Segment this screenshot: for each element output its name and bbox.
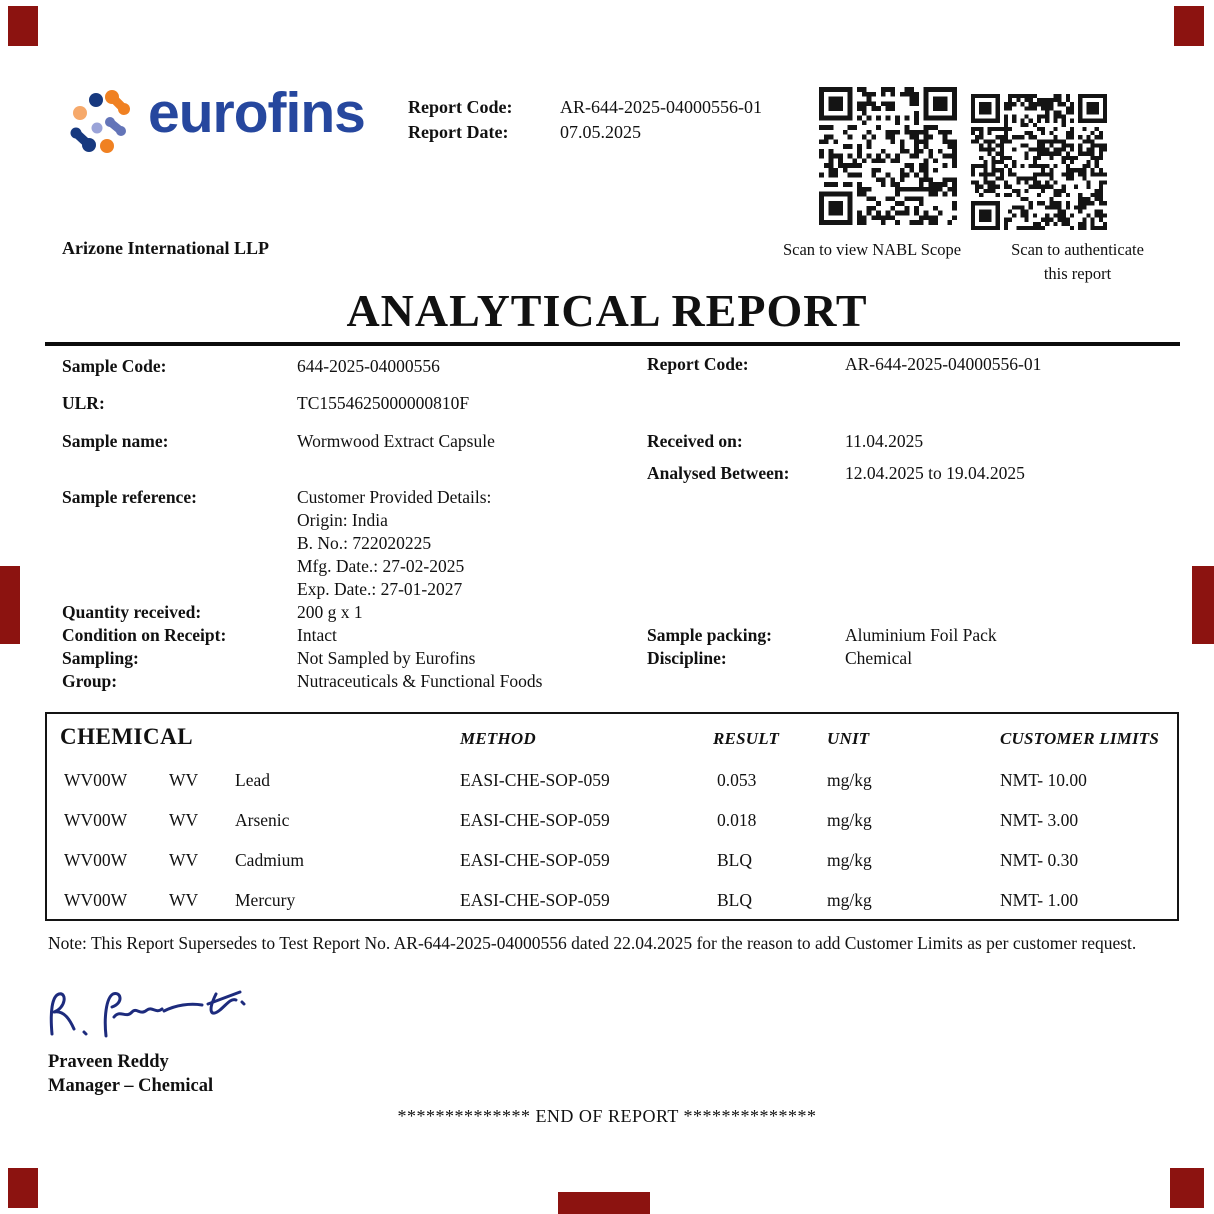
authenticate-qr-code xyxy=(971,92,1107,232)
ulr-value: TC1554625000000810F xyxy=(297,393,470,413)
report-date-label: Report Date: xyxy=(408,122,509,142)
cell-unit: mg/kg xyxy=(827,810,872,830)
group-label: Group: xyxy=(62,671,118,691)
quantity-received-value: 200 g x 1 xyxy=(297,602,363,622)
report-code-row xyxy=(408,97,762,118)
report-code-label: Report Code: xyxy=(408,97,513,117)
sample-packing-value: Aluminium Foil Pack xyxy=(845,625,997,645)
nabl-scope-qr-caption: Scan to view NABL Scope xyxy=(782,240,962,259)
cell-parameter: Mercury xyxy=(235,890,296,910)
results-table xyxy=(45,712,1179,921)
sample-name-label: Sample name: xyxy=(62,431,169,451)
edge-mark-bottom-right xyxy=(1170,1168,1204,1208)
edge-mark-bottom-left xyxy=(8,1168,38,1208)
sample-reference-line: B. No.: 722020225 xyxy=(297,533,432,553)
sample-reference-line: Customer Provided Details: xyxy=(297,487,492,507)
edge-mark-top-right xyxy=(1174,6,1204,46)
sample-name-value: Wormwood Extract Capsule xyxy=(297,431,495,451)
cell-parameter: Arsenic xyxy=(235,810,290,830)
cell-code: WV00W xyxy=(64,850,128,870)
cell-code: WV00W xyxy=(64,770,128,790)
cell-method: EASI-CHE-SOP-059 xyxy=(460,770,610,790)
received-on-label: Received on: xyxy=(647,431,743,451)
sample-code-label: Sample Code: xyxy=(62,356,167,376)
cell-subcode: WV xyxy=(169,770,199,790)
authenticate-qr-caption-line1: Scan to authenticate xyxy=(1011,240,1144,259)
report-code-value: AR-644-2025-04000556-01 xyxy=(560,97,762,117)
signatory-designation: Manager – Chemical xyxy=(48,1076,214,1096)
column-header-result: RESULT xyxy=(713,729,780,748)
table-row xyxy=(47,890,1177,914)
cell-method: EASI-CHE-SOP-059 xyxy=(460,810,610,830)
cell-unit: mg/kg xyxy=(827,890,872,910)
cell-unit: mg/kg xyxy=(827,770,872,790)
cell-unit: mg/kg xyxy=(827,850,872,870)
cell-parameter: Lead xyxy=(235,770,270,790)
sample-reference-line: Exp. Date.: 27-01-2027 xyxy=(297,579,463,599)
sample-reference-line: Origin: India xyxy=(297,510,388,530)
results-table-section-title: CHEMICAL xyxy=(60,724,194,749)
report-code-2-value: AR-644-2025-04000556-01 xyxy=(845,354,1042,374)
edge-mark-bottom-center xyxy=(558,1192,650,1214)
cell-result: BLQ xyxy=(717,850,752,870)
sample-packing-label: Sample packing: xyxy=(647,625,772,645)
cell-result: 0.053 xyxy=(717,770,757,790)
end-of-report-text: ************** END OF REPORT ************** xyxy=(397,1106,817,1126)
page-title: ANALYTICAL REPORT xyxy=(346,285,868,336)
cell-code: WV00W xyxy=(64,890,128,910)
sample-reference-value xyxy=(297,486,491,601)
sample-code-value: 644-2025-04000556 xyxy=(297,356,440,376)
signatory-name: Praveen Reddy xyxy=(48,1052,169,1072)
company-name: Arizone International LLP xyxy=(62,238,269,258)
cell-parameter: Cadmium xyxy=(235,850,305,870)
signature-handwriting xyxy=(40,982,250,1048)
table-row xyxy=(47,850,1177,874)
column-header-method: METHOD xyxy=(460,729,536,748)
analysed-between-value: 12.04.2025 to 19.04.2025 xyxy=(845,463,1025,483)
cell-limit: NMT- 0.30 xyxy=(1000,850,1079,870)
cell-limit: NMT- 1.00 xyxy=(1000,890,1079,910)
report-date-row xyxy=(408,122,762,143)
nabl-scope-qr-code xyxy=(819,86,957,226)
cell-subcode: WV xyxy=(169,850,199,870)
sample-reference-label: Sample reference: xyxy=(62,487,197,507)
quantity-received-label: Quantity received: xyxy=(62,602,202,622)
report-code-2-label: Report Code: xyxy=(647,354,749,374)
note-text: Note: This Report Supersedes to Test Report No. AR-644-2025-04000556 dated 22.04.2025 for the reason to add Customer Limits as per customer request. xyxy=(48,933,1137,953)
cell-limit: NMT- 10.00 xyxy=(1000,770,1087,790)
condition-on-receipt-value: Intact xyxy=(297,625,337,645)
column-header-unit: UNIT xyxy=(827,729,870,748)
edge-mark-mid-left xyxy=(0,566,20,644)
cell-result: BLQ xyxy=(717,890,752,910)
column-header-customer-limits: CUSTOMER LIMITS xyxy=(1000,729,1160,748)
cell-method: EASI-CHE-SOP-059 xyxy=(460,850,610,870)
sampling-value: Not Sampled by Eurofins xyxy=(297,648,476,668)
title-divider xyxy=(45,342,1180,346)
cell-method: EASI-CHE-SOP-059 xyxy=(460,890,610,910)
cell-limit: NMT- 3.00 xyxy=(1000,810,1079,830)
edge-mark-mid-right xyxy=(1192,566,1214,644)
sampling-label: Sampling: xyxy=(62,648,139,668)
table-row xyxy=(47,770,1177,794)
edge-mark-top-left xyxy=(8,6,38,46)
authenticate-qr-caption-line2: this report xyxy=(1043,264,1112,283)
discipline-label: Discipline: xyxy=(647,648,727,668)
ulr-label: ULR: xyxy=(62,393,105,413)
authenticate-qr-caption xyxy=(975,238,1180,286)
sample-reference-line: Mfg. Date.: 27-02-2025 xyxy=(297,556,465,576)
report-date-value: 07.05.2025 xyxy=(560,122,641,142)
cell-subcode: WV xyxy=(169,810,199,830)
analysed-between-label: Analysed Between: xyxy=(647,463,790,483)
table-row xyxy=(47,810,1177,834)
eurofins-wordmark: eurofins xyxy=(148,81,365,145)
cell-code: WV00W xyxy=(64,810,128,830)
discipline-value: Chemical xyxy=(845,648,913,668)
eurofins-logo-dots-icon xyxy=(60,82,142,174)
cell-result: 0.018 xyxy=(717,810,757,830)
report-code-block xyxy=(408,97,762,147)
cell-subcode: WV xyxy=(169,890,199,910)
condition-on-receipt-label: Condition on Receipt: xyxy=(62,625,227,645)
group-value: Nutraceuticals & Functional Foods xyxy=(297,671,543,691)
received-on-value: 11.04.2025 xyxy=(845,431,924,451)
eurofins-logo xyxy=(60,74,365,170)
